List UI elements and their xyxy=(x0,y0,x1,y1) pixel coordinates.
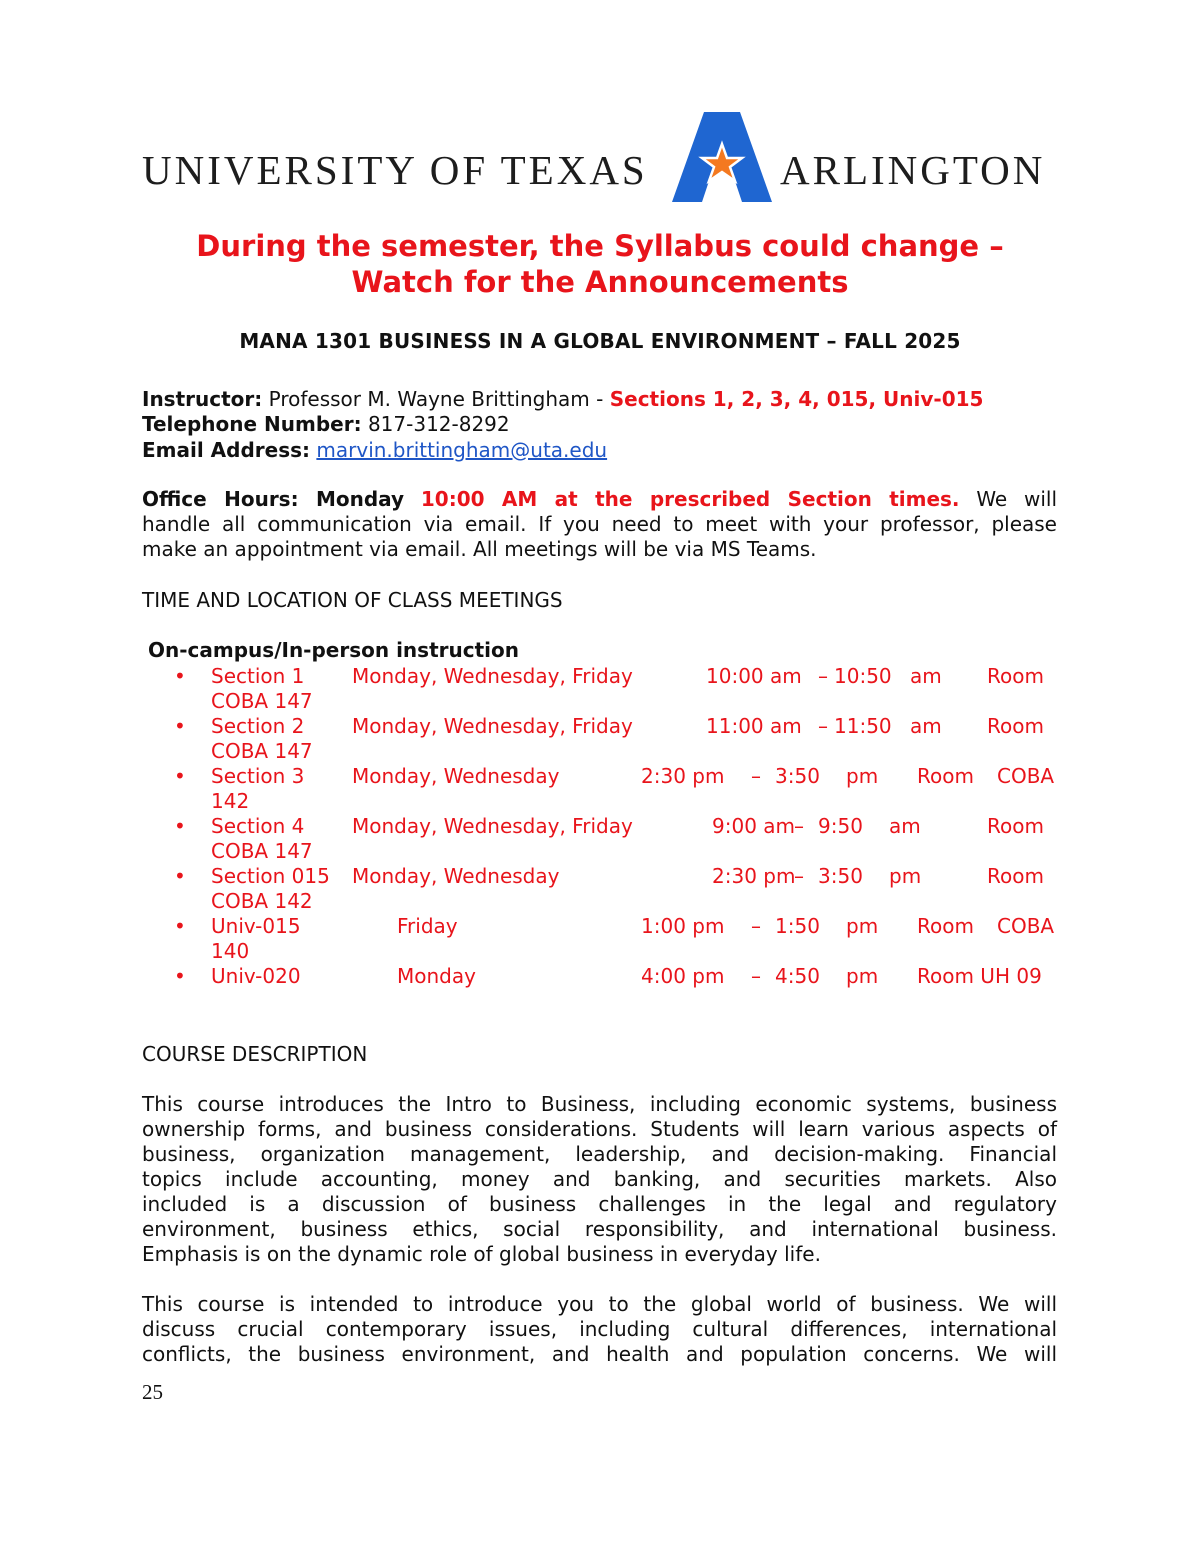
paragraph-line: environment, business ethics, social responsibility, and international business. xyxy=(142,1217,1057,1241)
office-hours-tail: We will xyxy=(976,487,1058,511)
schedule-room-wrap: COBA 142 xyxy=(211,889,313,913)
bullet-icon: • xyxy=(174,864,186,888)
email-label: Email Address: xyxy=(142,438,311,462)
bullet-icon: • xyxy=(174,964,186,988)
schedule-room-wrap: COBA 147 xyxy=(211,839,313,863)
course-description-paragraph-2 xyxy=(142,1292,1057,1367)
logo-text-right: ARLINGTON xyxy=(780,147,1046,193)
instructor-line xyxy=(142,387,983,412)
schedule-end: 1:50 xyxy=(775,914,820,938)
schedule-start: 2:30 pm xyxy=(712,864,796,888)
schedule-section: Section 3 xyxy=(211,764,305,788)
schedule-days: Monday, Wednesday xyxy=(352,764,560,788)
instructor-sections: Sections 1, 2, 3, 4, 015, Univ-015 xyxy=(609,387,984,411)
office-hours-line1 xyxy=(142,487,1057,512)
office-hours xyxy=(142,487,1057,562)
schedule-room-label: Room xyxy=(987,714,1044,738)
schedule-item xyxy=(0,764,1200,814)
schedule-section: Section 2 xyxy=(211,714,305,738)
bullet-icon: • xyxy=(174,714,186,738)
telephone-line xyxy=(142,412,510,437)
paragraph-line: included is a discussion of business challenges in the legal and regulatory xyxy=(142,1192,1057,1216)
schedule-room-label: Room xyxy=(987,664,1044,688)
email-link[interactable]: marvin.brittingham@uta.edu xyxy=(316,438,608,462)
email-line xyxy=(142,438,607,463)
schedule-dash: – xyxy=(794,814,804,838)
schedule-dash: – xyxy=(794,864,804,888)
office-hours-time: 10:00 AM at the prescribed Section times. xyxy=(420,487,960,511)
schedule-start: 9:00 am xyxy=(712,814,796,838)
schedule-room-label: Room xyxy=(987,814,1044,838)
schedule-room-wrap: 140 xyxy=(211,939,250,963)
meetings-heading: TIME AND LOCATION OF CLASS MEETINGS xyxy=(142,588,563,612)
schedule-section: Section 1 xyxy=(211,664,305,688)
paragraph-line: topics include accounting, money and banking, and securities markets. Also xyxy=(142,1167,1057,1191)
schedule-item xyxy=(0,864,1200,914)
schedule-dash: – xyxy=(818,664,828,688)
paragraph-line: discuss crucial contemporary issues, including cultural differences, international xyxy=(142,1317,1057,1341)
schedule-start: 4:00 pm xyxy=(641,964,725,988)
schedule-days: Monday, Wednesday xyxy=(352,864,560,888)
schedule-item xyxy=(0,814,1200,864)
schedule-end: 3:50 xyxy=(775,764,820,788)
schedule-room-word: COBA xyxy=(997,914,1055,938)
schedule-room-label: Room xyxy=(987,864,1044,888)
schedule-room-word: COBA xyxy=(997,764,1055,788)
page-number: 25 xyxy=(142,1380,163,1404)
paragraph-line: This course is intended to introduce you to the global world of business. We will xyxy=(142,1292,1057,1316)
schedule-room-label: Room xyxy=(917,764,974,788)
paragraph-line: This course introduces the Intro to Business, including economic systems, business xyxy=(142,1092,1057,1116)
meetings-subheading: On-campus/In-person instruction xyxy=(148,638,519,662)
schedule-days: Monday, Wednesday, Friday xyxy=(352,664,633,688)
schedule-ampm: pm xyxy=(846,764,879,788)
paragraph-line: business, organization management, leadership, and decision-making. Financial xyxy=(142,1142,1057,1166)
schedule-end: 11:50 xyxy=(834,714,892,738)
schedule-ampm: am xyxy=(910,714,942,738)
schedule-ampm: pm xyxy=(846,964,879,988)
schedule-start: 10:00 am xyxy=(706,664,802,688)
schedule-section: Section 4 xyxy=(211,814,305,838)
logo-text-left: UNIVERSITY OF TEXAS xyxy=(142,147,648,193)
uta-a-star-logo-icon xyxy=(672,112,772,202)
schedule-item xyxy=(0,664,1200,714)
schedule-days: Monday xyxy=(397,964,476,988)
syllabus-warning-line2: Watch for the Announcements xyxy=(351,265,849,299)
schedule-days: Friday xyxy=(397,914,458,938)
schedule-room-label: Room UH 09 xyxy=(917,964,1042,988)
telephone-label: Telephone Number: xyxy=(142,412,362,436)
bullet-icon: • xyxy=(174,914,186,938)
office-hours-line3: make an appointment via email. All meetings will be via MS Teams. xyxy=(142,537,817,561)
schedule-ampm: pm xyxy=(889,864,922,888)
paragraph-line: Emphasis is on the dynamic role of global business in everyday life. xyxy=(142,1242,821,1266)
schedule-dash: – xyxy=(751,914,761,938)
schedule-item xyxy=(0,914,1200,964)
bullet-icon: • xyxy=(174,664,186,688)
instructor-label: Instructor: xyxy=(142,387,263,411)
schedule-section: Section 015 xyxy=(211,864,330,888)
schedule-section: Univ-020 xyxy=(211,964,301,988)
office-hours-label: Office Hours: Monday xyxy=(142,487,405,511)
schedule-dash: – xyxy=(751,764,761,788)
course-description-paragraph-1 xyxy=(142,1092,1057,1267)
schedule-ampm: pm xyxy=(846,914,879,938)
schedule-dash: – xyxy=(818,714,828,738)
schedule-start: 1:00 pm xyxy=(641,914,725,938)
schedule-start: 11:00 am xyxy=(706,714,802,738)
schedule-start: 2:30 pm xyxy=(641,764,725,788)
schedule-room-wrap: 142 xyxy=(211,789,250,813)
schedule-room-label: Room xyxy=(917,914,974,938)
schedule-room-wrap: COBA 147 xyxy=(211,689,313,713)
office-hours-line2: handle all communication via email. If you need to meet with your professor, please xyxy=(142,512,1057,536)
syllabus-warning-line1: During the semester, the Syllabus could change – xyxy=(196,229,1004,263)
bullet-icon: • xyxy=(174,814,186,838)
uta-logo xyxy=(140,112,1070,204)
course-description-heading: COURSE DESCRIPTION xyxy=(142,1042,368,1066)
schedule-end: 4:50 xyxy=(775,964,820,988)
schedule-section: Univ-015 xyxy=(211,914,301,938)
paragraph-line: conflicts, the business environment, and health and population concerns. We will xyxy=(142,1342,1057,1366)
bullet-icon: • xyxy=(174,764,186,788)
schedule-ampm: am xyxy=(910,664,942,688)
schedule-end: 10:50 xyxy=(834,664,892,688)
course-title: MANA 1301 BUSINESS IN A GLOBAL ENVIRONMENT – FALL 2025 xyxy=(239,329,961,353)
schedule-days: Monday, Wednesday, Friday xyxy=(352,814,633,838)
schedule-ampm: am xyxy=(889,814,921,838)
schedule-dash: – xyxy=(751,964,761,988)
schedule-end: 9:50 xyxy=(818,814,863,838)
schedule-end: 3:50 xyxy=(818,864,863,888)
schedule-item xyxy=(0,714,1200,764)
telephone-value: 817-312-8292 xyxy=(367,412,510,436)
schedule-item xyxy=(0,964,1200,1014)
paragraph-line: ownership forms, and business considerations. Students will learn various aspects of xyxy=(142,1117,1057,1141)
schedule-room-wrap: COBA 147 xyxy=(211,739,313,763)
instructor-name: Professor M. Wayne Brittingham - xyxy=(268,387,604,411)
schedule-days: Monday, Wednesday, Friday xyxy=(352,714,633,738)
